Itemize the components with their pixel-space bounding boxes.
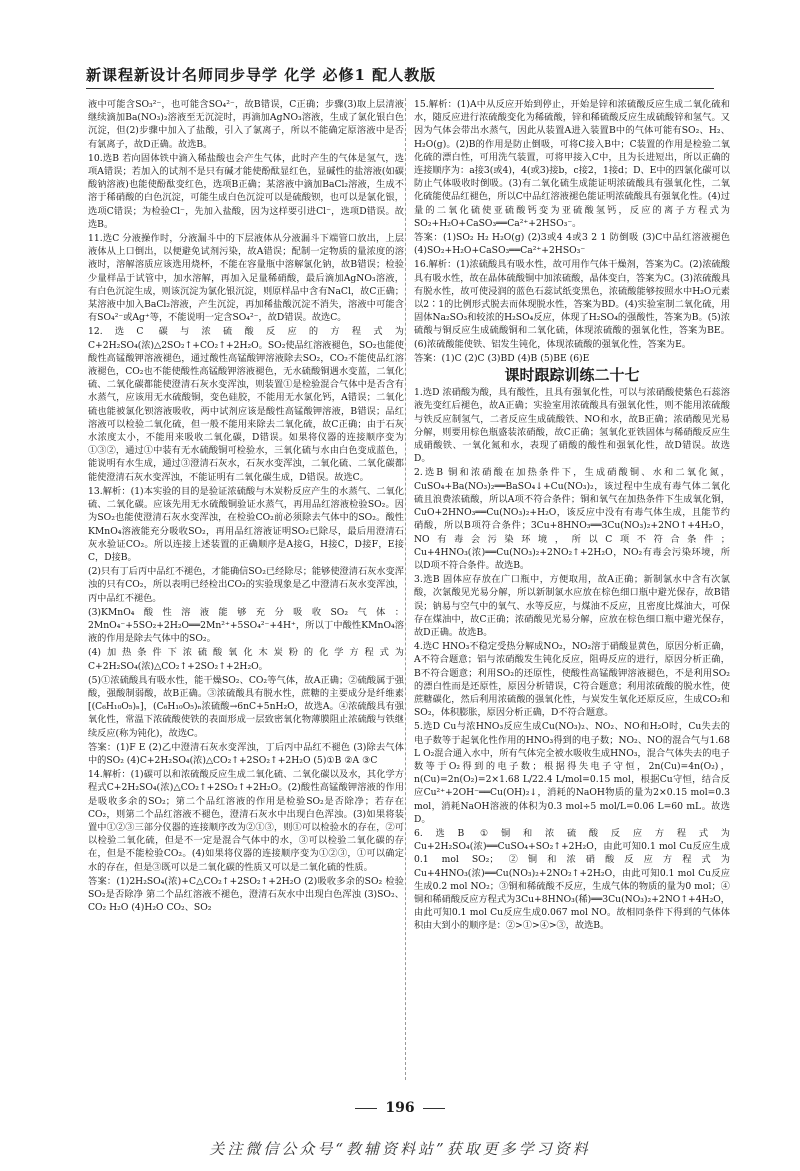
right-paragraph: 5.选D Cu与浓HNO₃反应生成Cu(NO₃)₂、NO₂、NO和H₂O时，Cu失去的电子数等于起氧化性作用的HNO₃得到的电子数；NO₂、NO的混合气与1.68 L O₂混合通入水中，所有气体完全被水吸收生成HNO₃，混合气体失去的电子数等于O₂得到的电子数；根据得失电子守恒，2n(Cu)=4n(O₂)，n(Cu)=2n(O₂)=2×1.68 L/22.4 L/mol=0.15 mol，根据Cu守恒，结合反应Cu²⁺+2OH⁻══Cu(OH)₂↓，消耗的NaOH物质的量为2×0.15 mol=0.3 mol，消耗NaOH溶液的体积为0.3 mol÷5 mol/L=0.06 L=60 mL。故选D。 — [414, 721, 730, 825]
left-paragraph: 11.选C 分液操作时，分液漏斗中的下层液体从分液漏斗下端管口放出，上层液体从上口倒出，以便避免试剂污染，故A错误；配制一定物质的量浓度的溶液时，溶解溶质应该选用烧杯，不能在容量瓶中溶解氯化钠，故B错误；检验少量样品于试管中，加水溶解，再加入足量稀硝酸，最后滴加AgNO₃溶液，有白色沉淀生成，则该沉淀为氯化银沉淀，则原样品中含有NaCl，故C正确；某溶液中加入BaCl₂溶液，产生沉淀，再加稀盐酸沉淀不消失，溶液中可能含有SO₄²⁻或Ag⁺等，不能说明一定含SO₄²⁻，故D错误。故选C。 — [88, 233, 404, 324]
left-paragraph: (4)加热条件下浓硫酸氧化木炭粉的化学方程式为C+2H₂SO₄(浓)△CO₂↑+2SO₂↑+2H₂O。 — [88, 647, 404, 672]
right-paragraph: 2.选B 铜和浓硝酸在加热条件下，生成硝酸铜、水和二氧化氮，CuSO₄+Ba(NO₃)₂══BaSO₄↓+Cu(NO₃)₂，该过程中生成有毒气体二氧化硫且浪费浓硫酸，所以A项不符合条件；铜和氧气在加热条件下生成氧化铜，CuO+2HNO₃══Cu(NO₃)₂+H₂O，该反应中没有有毒气体生成，且能节约硝酸，所以B项符合条件；3Cu+8HNO₃══3Cu(NO₃)₂+2NO↑+4H₂O，NO有毒会污染环境，所以C项不符合条件；Cu+4HNO₃(浓)══Cu(NO₃)₂+2NO₂↑+2H₂O，NO₂有毒会污染环境，所以D项不符合条件。故选B。 — [414, 467, 730, 571]
left-paragraph: 10.选B 若向固体铁中滴入稀盐酸也会产生气体，此时产生的气体是氢气，选项A错误；若加入的试剂不是只有碱才能使酚酞显红色，显碱性的盐溶液(如碳酸钠溶液)也能使酚酞变红色，选项B正确；某溶液中滴加BaCl₂溶液，生成不溶于稀硝酸的白色沉淀，可能生成白色沉淀可以是硫酸钡，也可以是氯化银，选项C错误；为检验Cl⁻，先加入盐酸，因为这样要引进Cl⁻，选项D错误。故选B。 — [88, 152, 404, 230]
header-divider — [86, 88, 714, 89]
left-paragraph: (5)①浓硫酸具有吸水性，能干燥SO₂、CO₂等气体，故A正确；②硫酸属于强酸，强酸制弱酸，故B正确。③浓硫酸具有脱水性，蔗糖的主要成分是纤维素[(C₆H₁₀O₅)ₙ]，(C₆H₁₀O₅)ₙ浓硫酸→6nC+5nH₂O，故选A。④浓硫酸具有强氧化性，常温下浓硫酸使铁的表面形成一层致密氧化物薄膜阻止浓硫酸与铁继续反应(称为钝化)，故选C。 — [88, 674, 404, 739]
left-paragraph: 液中可能含SO₃²⁻，也可能含SO₄²⁻，故B错误，C正确；步骤(3)取上层清液继续滴加Ba(NO₃)₂溶液至无沉淀时，再滴加AgNO₃溶液，生成了氯化银白色沉淀，但(2)步骤中加入了盐酸，引入了氯离子，所以不能确定原溶液中是否有氯离子，故D正确。故选B。 — [88, 99, 404, 150]
column-divider — [405, 98, 406, 1080]
left-answer: 答案：(1)2H₂SO₄(浓)+C△CO₂↑+2SO₂↑+2H₂O (2)吸收多余的SO₂ 检验SO₂是否除净 第二个品红溶液不褪色，澄清石灰水中出现白色浑浊 (3)SO₂、CO₂ H₂O (4)H₂O CO₂、SO₂ — [88, 875, 404, 914]
right-paragraph: 4.选C HNO₃不稳定受热分解成NO₂，NO₂溶于硝酸显黄色，原因分析正确，A不符合题意；铝与浓硝酸发生钝化反应，阻碍反应的进行，原因分析正确，B不符合题意；利用SO₂的还原性，使酸性高锰酸钾溶液褪色，不是利用SO₂的漂白性而是还原性，原因分析错误，C符合题意；利用浓硫酸的脱水性，使蔗糖碳化，然后利用浓硫酸的强氧化性，与炭发生氧化还原反应，生成CO₂和SO₂，体积膨胀，原因分析正确，D不符合题意。 — [414, 641, 730, 719]
left-answer: 答案：(1)F E (2)乙中澄清石灰水变浑浊，丁后丙中品红不褪色 (3)除去气体中的SO₂ (4)C+2H₂SO₄(浓)△CO₂↑+2SO₂↑+2H₂O (5)①B ②A ③C — [88, 741, 404, 766]
page-number-dash-left — [355, 1108, 377, 1109]
right-answer: 答案：(1)SO₂ H₂ H₂O(g) (2)3或4 4或3 2 1 防倒吸 (3)C中品红溶液褪色 (4)SO₂+H₂O+CaSO₃══Ca²⁺+2HSO₃⁻ — [414, 232, 730, 257]
page-number — [0, 1100, 800, 1116]
right-paragraph: 6.选B ①铜和浓硫酸反应方程式为Cu+2H₂SO₄(浓)══CuSO₄+SO₂↑+2H₂O，由此可知0.1 mol Cu反应生成0.1 mol SO₂；②铜和浓硝酸反应方程式为Cu+4HNO₃(浓)══Cu(NO₃)₂+2NO₂↑+2H₂O，由此可知0.1 mol Cu反应生成0.2 mol NO₂；③铜和稀硫酸不反应，生成气体的物质的量为0 mol；④铜和稀硝酸反应方程式为3Cu+8HNO₃(稀)══3Cu(NO₃)₂+2NO↑+4H₂O，由此可知0.1 mol Cu反应生成0.067 mol NO。故相同条件下得到的气体体积由大到小的顺序是：②>①>④>③，故选B。 — [414, 827, 730, 932]
footer-note: 关注微信公众号“教辅资料站”获取更多学习资料 — [209, 1140, 591, 1158]
left-column — [88, 98, 404, 915]
page-number-value: 196 — [385, 1100, 415, 1116]
left-paragraph: 12.选C 碳与浓硫酸反应的方程式为C+2H₂SO₄(浓)△2SO₂↑+CO₂↑+2H₂O。SO₂使品红溶液褪色，SO₂也能使酸性高锰酸钾溶液褪色，通过酸性高锰酸钾溶液除去SO₂，CO₂不能使品红溶液褪色，CO₂也不能使酸性高锰酸钾溶液褪色，无水硫酸铜遇水变蓝，二氧化硫、二氧化碳都能使澄清石灰水变浑浊，则装置①是检验混合气体中是否含有水蒸气，应该用无水硫酸铜，变色硅胶，不能用无水氯化钙，A错误；二氧化硫也能被氯化钡溶液吸收，两中试剂应该是酸性高锰酸钾溶液，B错误；品红溶液可以检验二氧化硫，但一般不能用来除去二氧化硫，故C正确；由于石灰水浓度太小，不能用来吸收二氧化碳，D错误。如果将仪器的连接顺序变为①③②，通过①中装有无水硫酸铜可检验水，三氧化硫与水由白色变成蓝色，能说明有水生成，通过③澄清石灰水，石灰水变浑浊，二氧化硫、二氧化碳都能使澄清石灰水变浑浊，不能证明有二氧化碳生成，D错误。故选C。 — [88, 326, 404, 483]
right-answer: 答案：(1)C (2)C (3)BD (4)B (5)BE (6)E — [414, 352, 590, 364]
page-number-dash-right — [423, 1108, 445, 1109]
left-paragraph: 13.解析：(1)本实验的目的是验证浓硫酸与木炭粉反应产生的水蒸气、二氧化硫、二氧化碳。应该先用无水硫酸铜验证水蒸气，再用品红溶液检验SO₂。因为SO₂也能使澄清石灰水变浑浊，在检验CO₂前必须除去气体中的SO₂。酸性KMnO₄溶液能充分吸收SO₂，再用品红溶液证明SO₂已除尽，最后用澄清石灰水验证CO₂。所以连接上述装置的正确顺序是A接G，H接C，D接F，E接C，D接B。 — [88, 485, 404, 563]
page-header-title: 新课程新设计名师同步导学 化学 必修1 配人教版 — [86, 66, 437, 84]
right-paragraph: 16.解析：(1)浓硫酸具有吸水性，故可用作气体干燥剂，答案为C。(2)浓硫酸具有吸水性，故在晶体硫酸铜中加浓硫酸，晶体变白，答案为C。(3)浓硫酸具有脱水性，故可使浸润的蓝色石蕊试纸变黑色，浓硫酸能够按照水中H₂O元素以2∶1的比例形式脱去而体现脱水性，答案为BD。(4)实验室制二氧化硫，用固体Na₂SO₃和较浓的H₂SO₄反应，体现了H₂SO₄的强酸性，答案为B。(5)浓硫酸与铜反应生成硫酸铜和二氧化硫，体现浓硫酸的强氧化性，答案为BE。(6)浓硫酸能使铁、铝发生钝化，体现浓硫酸的强氧化性，答案为E。 — [414, 259, 730, 350]
left-paragraph: (2)只有丁后丙中品红不褪色，才能确信SO₂已经除尽；能够使澄清石灰水变浑浊的只有CO₂，所以表明已经检出CO₂的实验现象是乙中澄清石灰水变浑浊，丙中品红不褪色。 — [88, 566, 404, 604]
right-paragraph: 1.选D 浓硝酸为酸，具有酸性，且具有强氧化性，可以与浓硝酸使紫色石蕊溶液先变红后褪色，故A正确；实验室用浓硫酸具有强氧化性，则不能用浓硫酸与铁反应制氢气，二者反应生成硫酸铁、NO和水，故B正确；浓硝酸见光易分解，则要用棕色瓶盛装浓硝酸，故C正确；氢氧化亚铁固体与稀硝酸反应生成硝酸铁、一氧化氮和水，表现了硝酸的酸性和强氧化性，故D错误。故选D。 — [414, 387, 730, 465]
right-paragraph: 3.选B 固体应存放在广口瓶中，方便取用，故A正确；新制氯水中含有次氯酸，次氯酸见光易分解，所以新制氯水应放在棕色细口瓶中避光保存，故B错误；钠易与空气中的氧气、水等反应，与煤油不反应，且密度比煤油大，可保存在煤油中，故C正确；浓硝酸见光易分解，应放在棕色细口瓶中避光保存，故D正确。故选B。 — [414, 574, 730, 638]
right-paragraph: 15.解析：(1)A中从反应开始到停止，开始是锌和浓硫酸反应生成二氧化硫和水，随反应进行浓硫酸变化为稀硫酸，锌和稀硫酸反应生成硫酸锌和氢气。又因为气体会带出水蒸气，因此从装置A进入装置B中的气体可能有SO₂、H₂、H₂O(g)。(2)B的作用是防止倒吸，可将C接入B中；C装置的作用是检验二氧化硫的漂白性，可用洗气装置，可将甲接入C中，且为长进短出，所以正确的连接顺序为：a接3(或4)，4(或3)接b，c接2，1接d；D、E中的四氯化碳可以防止气体吸收时倒吸。(3)有二氧化硫生成能证明浓硫酸具有强氧化性，二氧化硫能使品红褪色，所以C中品红溶液褪色能证明浓硫酸具有强氧化性。(4)过量的二氧化硫使亚硫酸钙变为亚硫酸氢钙，反应的离子方程式为SO₂+H₂O+CaSO₃══Ca²⁺+2HSO₃⁻。 — [414, 99, 730, 229]
left-paragraph: 14.解析：(1)碳可以和浓硫酸反应生成二氧化硫、二氧化碳以及水，其化学方程式C+2H₂SO₄(浓)△CO₂↑+2SO₂↑+2H₂O。(2)酸性高锰酸钾溶液的作用是吸收多余的SO₂；第二个品红溶液的作用是检验SO₂是否除净；若存在CO₂，则第二个品红溶液不褪色，澄清石灰水中出现白色浑浊。(3)如果将装置中①②③三部分仪器的连接顺序改为②①③，则①可以检验水的存在，②可以检验二氧化硫，但是不一定是混合气体中的水，③可以检验二氧化碳的存在，但是不能检验CO₂。(4)如果将仪器的连接顺序变为①②③，①可以确定水的存在，但是③既可以是二氧化碳的性质又可以是二氧化硫的性质。 — [88, 769, 404, 873]
left-paragraph: (3)KMnO₄酸性溶液能够充分吸收SO₂气体：2MnO₄⁻+5SO₂+2H₂O══2Mn²⁺+5SO₄²⁻+4H⁺，所以丁中酸性KMnO₄溶液的作用是除去气体中的SO₂。 — [88, 606, 404, 645]
section-title: 课时跟踪训练二十七 — [504, 366, 640, 385]
right-column — [414, 98, 730, 934]
